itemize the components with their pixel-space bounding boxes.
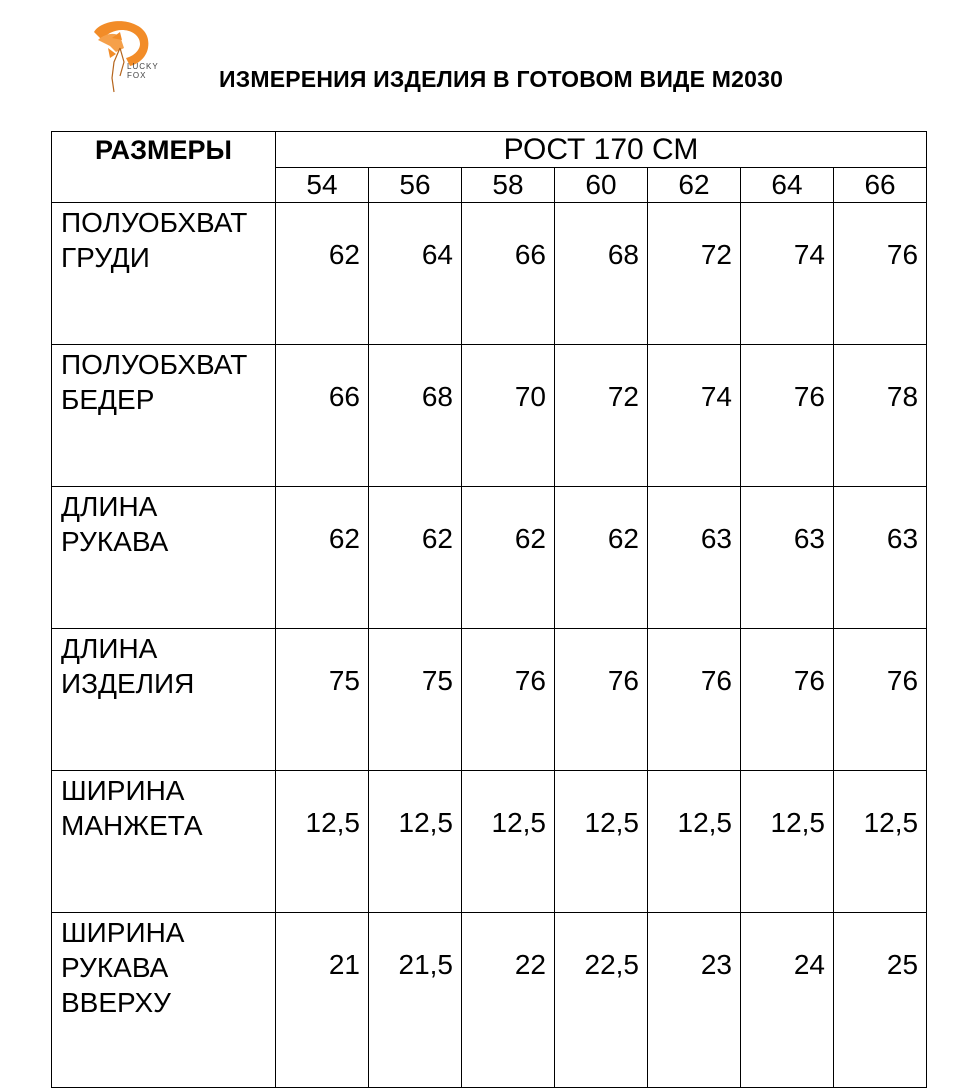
table-cell: 12,5 [276, 771, 369, 913]
table-cell: 64 [369, 203, 462, 345]
row-label [52, 203, 276, 345]
table-cell: 76 [834, 629, 927, 771]
table-cell: 62 [369, 487, 462, 629]
row-label-line: ВВЕРХУ [61, 987, 171, 1018]
table-cell: 12,5 [834, 771, 927, 913]
table-cell: 24 [741, 913, 834, 1088]
table-cell: 22,5 [555, 913, 648, 1088]
row-label-line: ПОЛУОБХВАТ [61, 349, 248, 380]
table-cell: 21,5 [369, 913, 462, 1088]
table-cell: 66 [276, 345, 369, 487]
table-row [52, 913, 927, 1088]
row-label-line: РУКАВА [61, 952, 169, 983]
row-label-line: ДЛИНА [61, 491, 158, 522]
table-cell: 76 [741, 345, 834, 487]
row-label [52, 913, 276, 1088]
row-label-line: ИЗДЕЛИЯ [61, 668, 195, 699]
table-cell: 70 [462, 345, 555, 487]
size-header: 56 [369, 168, 462, 203]
size-header: 66 [834, 168, 927, 203]
row-label-line: ШИРИНА [61, 775, 185, 806]
table-row [52, 771, 927, 913]
table-cell: 22 [462, 913, 555, 1088]
page-title: ИЗМЕРЕНИЯ ИЗДЕЛИЯ В ГОТОВОМ ВИДЕ М2030 [219, 66, 784, 92]
table-cell: 74 [741, 203, 834, 345]
table-cell: 72 [648, 203, 741, 345]
table-cell: 66 [462, 203, 555, 345]
row-label [52, 345, 276, 487]
table-cell: 12,5 [648, 771, 741, 913]
table-cell: 76 [555, 629, 648, 771]
table-row [52, 487, 927, 629]
table-cell: 63 [648, 487, 741, 629]
table-cell: 74 [648, 345, 741, 487]
row-label [52, 487, 276, 629]
table-cell: 62 [555, 487, 648, 629]
table-cell: 76 [834, 203, 927, 345]
table-cell: 63 [741, 487, 834, 629]
size-header: 54 [276, 168, 369, 203]
table-cell: 75 [276, 629, 369, 771]
table-cell: 62 [276, 203, 369, 345]
size-header: 62 [648, 168, 741, 203]
table-cell: 12,5 [462, 771, 555, 913]
logo-wordmark [127, 62, 159, 80]
fox-icon [90, 18, 170, 94]
size-chart-table [51, 131, 927, 1088]
table-cell: 76 [648, 629, 741, 771]
table-row [52, 203, 927, 345]
table-cell: 23 [648, 913, 741, 1088]
table-cell: 75 [369, 629, 462, 771]
size-header: 64 [741, 168, 834, 203]
height-header: РОСТ 170 СМ [276, 132, 927, 168]
row-label [52, 629, 276, 771]
row-label-line: ПОЛУОБХВАТ [61, 207, 248, 238]
table-cell: 68 [369, 345, 462, 487]
table-cell: 12,5 [555, 771, 648, 913]
table-cell: 76 [462, 629, 555, 771]
table-cell: 21 [276, 913, 369, 1088]
table-cell: 62 [462, 487, 555, 629]
table-cell: 63 [834, 487, 927, 629]
size-header: 60 [555, 168, 648, 203]
row-label-line: БЕДЕР [61, 384, 155, 415]
size-header: 58 [462, 168, 555, 203]
table-cell: 12,5 [369, 771, 462, 913]
table-cell: 62 [276, 487, 369, 629]
table-row [52, 345, 927, 487]
row-label-line: ГРУДИ [61, 242, 150, 273]
row-label-line: ДЛИНА [61, 633, 158, 664]
row-label-line: ШИРИНА [61, 917, 185, 948]
logo-line-2: FOX [127, 71, 147, 80]
row-label-line: МАНЖЕТА [61, 810, 203, 841]
table-cell: 12,5 [741, 771, 834, 913]
row-label [52, 771, 276, 913]
lucky-fox-logo [90, 18, 170, 94]
table-cell: 76 [741, 629, 834, 771]
table-row [52, 629, 927, 771]
logo-line-1: LUCKY [127, 62, 159, 71]
table-cell: 72 [555, 345, 648, 487]
row-label-line: РУКАВА [61, 526, 169, 557]
sizes-header: РАЗМЕРЫ [52, 132, 276, 203]
table-cell: 78 [834, 345, 927, 487]
table-cell: 68 [555, 203, 648, 345]
table-cell: 25 [834, 913, 927, 1088]
